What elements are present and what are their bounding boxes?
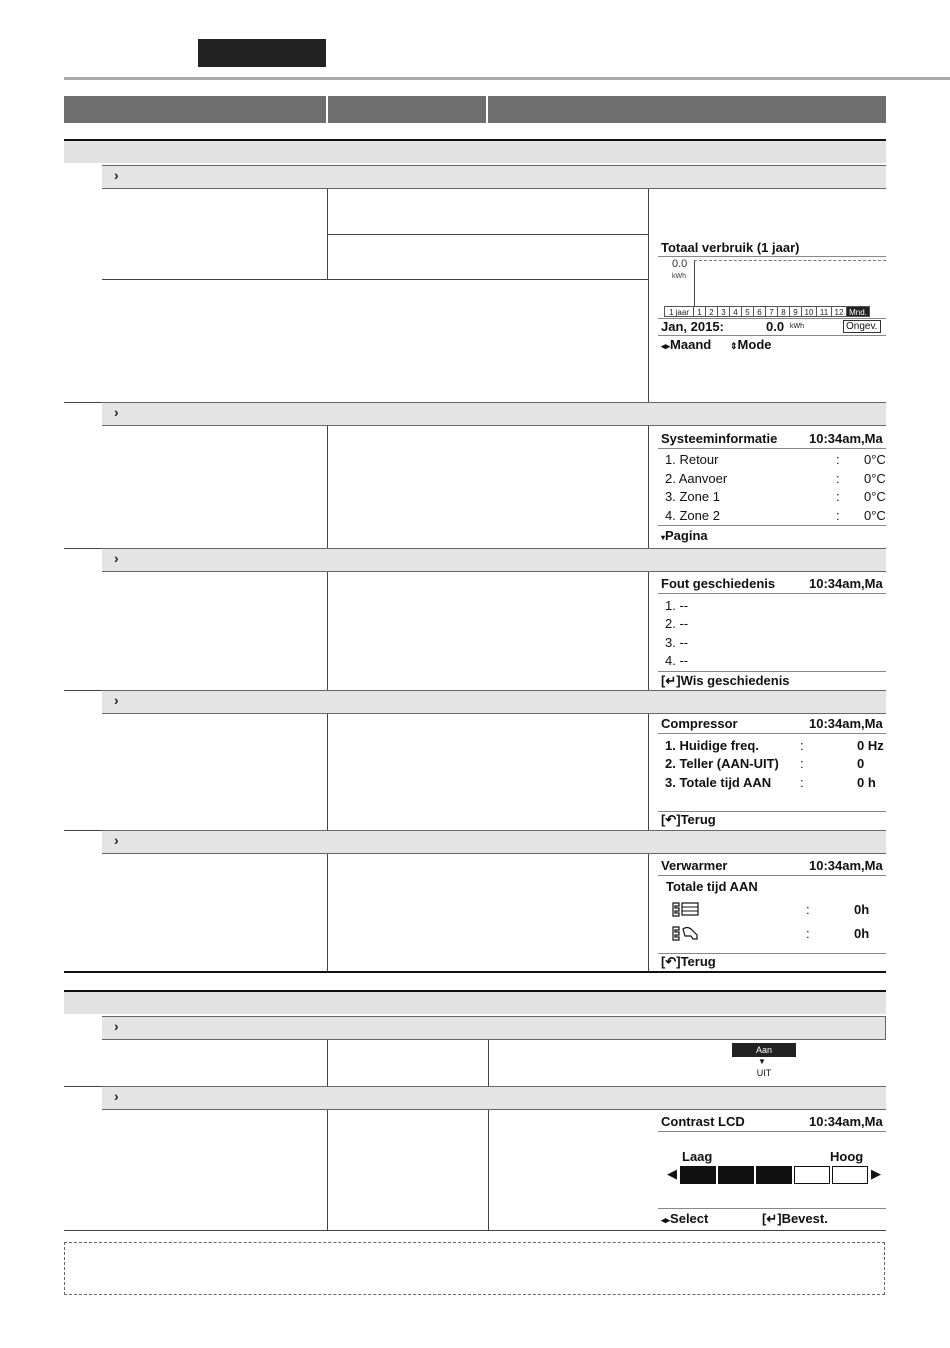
energy-month-tab[interactable]: 2 (705, 306, 718, 317)
subsection-compressor[interactable] (102, 690, 886, 714)
heater-subtitle: Totale tijd AAN (666, 879, 758, 894)
system-info-title: Systeeminformatie (661, 431, 778, 446)
divider (327, 234, 648, 235)
divider (327, 1110, 328, 1230)
contrast-level-bar[interactable] (680, 1166, 870, 1184)
error-history-time: 10:34am,Ma (809, 576, 883, 591)
tank-heater-icon (672, 925, 700, 941)
energy-grid-line (694, 260, 886, 261)
compressor-row-value: 0 Hz (857, 738, 884, 753)
divider (327, 714, 328, 830)
contrast-segment (756, 1166, 792, 1184)
energy-month-tab[interactable]: 6 (753, 306, 766, 317)
system-info-lcd-screen (658, 428, 886, 548)
enter-icon: [↵] (661, 673, 681, 688)
error-history-footer[interactable]: [↵]Wis geschiedenis (661, 673, 790, 688)
energy-date: Jan, 2015: (661, 319, 724, 334)
energy-month-tab[interactable]: 8 (777, 306, 790, 317)
system-info-row-label: 2. Aanvoer (665, 471, 728, 486)
chevron-right-icon: › (114, 404, 119, 420)
contrast-nav-confirm: [↵]Bevest. (762, 1211, 828, 1226)
energy-month-tab[interactable]: 5 (741, 306, 754, 317)
divider (327, 572, 328, 690)
colon: : (800, 775, 804, 790)
lcd-separator (658, 671, 886, 672)
subsection-toggle[interactable] (102, 1016, 886, 1040)
error-history-title: Fout geschiedenis (661, 576, 776, 591)
subsection-error-history[interactable] (102, 548, 886, 572)
contrast-decrease-icon[interactable]: ◀ (667, 1166, 677, 1181)
error-history-row: 2. -- (665, 616, 689, 631)
toggle-on-option[interactable]: Aan (732, 1043, 796, 1057)
heater-row-value: 0h (854, 926, 870, 941)
lcd-separator (658, 1208, 886, 1209)
heater-footer[interactable]: [↶]Terug (661, 954, 716, 969)
chevron-right-icon: › (114, 1088, 119, 1104)
contrast-low-label: Laag (682, 1149, 713, 1164)
compressor-row-label: 3. Totale tijd AAN (665, 775, 772, 790)
energy-month-tabs[interactable] (664, 306, 886, 317)
divider (648, 572, 649, 690)
system-info-row-label: 4. Zone 2 (665, 508, 720, 523)
contrast-high-label: Hoog (830, 1149, 864, 1164)
backup-heater-icon (672, 901, 700, 917)
energy-nav-month: ◂▸Maand (661, 337, 712, 352)
divider (648, 189, 649, 402)
lcd-separator (658, 335, 886, 336)
energy-month-tab[interactable]: 10 (801, 306, 817, 317)
lcd-separator (658, 256, 886, 257)
lcd-separator (658, 525, 886, 526)
subsection-system-info[interactable] (102, 402, 886, 426)
system-info-row-value: 0°C (864, 471, 886, 486)
header-tab-marker (198, 39, 326, 67)
chevron-right-icon: › (114, 1018, 119, 1034)
system-info-row-value: 0°C (864, 452, 886, 467)
contrast-segment (794, 1166, 830, 1184)
enter-icon: [↵] (762, 1211, 782, 1226)
error-history-row: 1. -- (665, 598, 689, 613)
energy-nav-mode: ⇕Mode (730, 337, 772, 352)
section-band-2 (64, 990, 886, 1014)
colon: : (836, 508, 840, 523)
error-history-row: 3. -- (665, 635, 689, 650)
table-header-col-2 (328, 96, 486, 123)
compressor-lcd-screen (658, 714, 886, 830)
chevron-right-icon: › (114, 167, 119, 183)
energy-value-unit: kWh (790, 323, 804, 330)
compressor-row-value: 0 h (857, 775, 876, 790)
colon: : (836, 489, 840, 504)
energy-value: 0.0 (766, 319, 785, 334)
energy-y-unit: kWh (672, 273, 686, 280)
error-history-lcd-screen (658, 574, 886, 690)
heater-row-value: 0h (854, 902, 870, 917)
colon: : (800, 756, 804, 771)
divider (488, 1040, 489, 1086)
toggle-down-arrow-icon: ▼ (758, 1057, 766, 1066)
compressor-time: 10:34am,Ma (809, 716, 883, 731)
down-arrow-icon: ▾ (661, 533, 666, 542)
system-info-row-label: 1. Retour (665, 452, 719, 467)
section-band-1 (64, 139, 886, 163)
divider (64, 830, 102, 831)
contrast-nav-select: ◂▸Select (661, 1211, 709, 1226)
system-info-row-value: 0°C (864, 508, 886, 523)
chevron-right-icon: › (114, 550, 119, 566)
subsection-heater[interactable] (102, 830, 886, 854)
compressor-row-label: 2. Teller (AAN-UIT) (665, 756, 779, 771)
subsection-energy[interactable] (102, 165, 886, 189)
note-box (64, 1242, 885, 1295)
table-header-col-3 (488, 96, 886, 123)
system-info-row-label: 3. Zone 1 (665, 489, 720, 504)
energy-lcd-screen (658, 236, 886, 356)
header-rule (64, 77, 950, 80)
lcd-separator (658, 875, 886, 876)
divider (102, 279, 648, 280)
up-down-arrow-icon: ⇕ (730, 341, 738, 351)
colon: : (836, 471, 840, 486)
contrast-title: Contrast LCD (661, 1114, 745, 1129)
chevron-right-icon: › (114, 692, 119, 708)
divider (488, 1110, 489, 1230)
energy-month-tab[interactable]: 12 (831, 306, 847, 317)
compressor-title: Compressor (661, 716, 738, 731)
energy-title: Totaal verbruik (1 jaar) (661, 240, 800, 255)
divider (64, 1086, 102, 1087)
divider (648, 714, 649, 830)
colon: : (836, 452, 840, 467)
energy-month-tab[interactable]: 1 jaar (664, 306, 694, 317)
contrast-increase-icon[interactable]: ▶ (871, 1166, 881, 1181)
contrast-segment (832, 1166, 868, 1184)
back-icon: [↶] (661, 954, 681, 969)
energy-month-tab[interactable]: 3 (717, 306, 730, 317)
divider (327, 426, 328, 548)
divider (648, 854, 649, 972)
lcd-separator (658, 448, 886, 449)
chevron-right-icon: › (114, 832, 119, 848)
energy-month-tab[interactable]: 7 (765, 306, 778, 317)
colon: : (800, 738, 804, 753)
energy-y-value: 0.0 (672, 258, 688, 270)
energy-month-tab[interactable]: Mnd. (846, 306, 870, 317)
energy-month-tab[interactable]: 9 (789, 306, 802, 317)
energy-month-tab[interactable]: 4 (729, 306, 742, 317)
lcd-separator (658, 1131, 886, 1132)
toggle-off-option[interactable]: UIT (756, 1068, 772, 1078)
divider (64, 1230, 886, 1231)
colon: : (806, 926, 810, 941)
lcd-separator (658, 733, 886, 734)
left-right-arrow-icon: ◂▸ (661, 1215, 671, 1225)
energy-month-tab[interactable]: 1 (693, 306, 706, 317)
divider (64, 548, 102, 549)
compressor-footer[interactable]: [↶]Terug (661, 812, 716, 827)
lcd-separator (658, 593, 886, 594)
heater-time: 10:34am,Ma (809, 858, 883, 873)
contrast-segment (680, 1166, 716, 1184)
left-right-arrow-icon: ◂▸ (661, 341, 671, 351)
divider (648, 426, 649, 548)
section-end-rule (64, 971, 886, 973)
error-history-row: 4. -- (665, 653, 689, 668)
back-icon: [↶] (661, 812, 681, 827)
contrast-time: 10:34am,Ma (809, 1114, 883, 1129)
heater-lcd-screen (658, 855, 886, 972)
system-info-time: 10:34am,Ma (809, 431, 883, 446)
contrast-lcd-screen (658, 1111, 886, 1230)
contrast-segment (718, 1166, 754, 1184)
compressor-row-label: 1. Huidige freq. (665, 738, 759, 753)
energy-reset-button[interactable]: Ongev. (843, 320, 881, 333)
heater-title: Verwarmer (661, 858, 728, 873)
divider (327, 854, 328, 972)
system-info-row-value: 0°C (864, 489, 886, 504)
subsection-contrast[interactable] (102, 1086, 886, 1110)
compressor-row-value: 0 (857, 756, 865, 771)
system-info-footer: ▾Pagina (661, 528, 708, 543)
divider (64, 402, 102, 403)
divider (327, 1040, 328, 1086)
divider (64, 690, 102, 691)
energy-month-tab[interactable]: 11 (816, 306, 832, 317)
table-header-col-1 (64, 96, 326, 123)
colon: : (806, 902, 810, 917)
energy-y-axis (694, 260, 695, 306)
